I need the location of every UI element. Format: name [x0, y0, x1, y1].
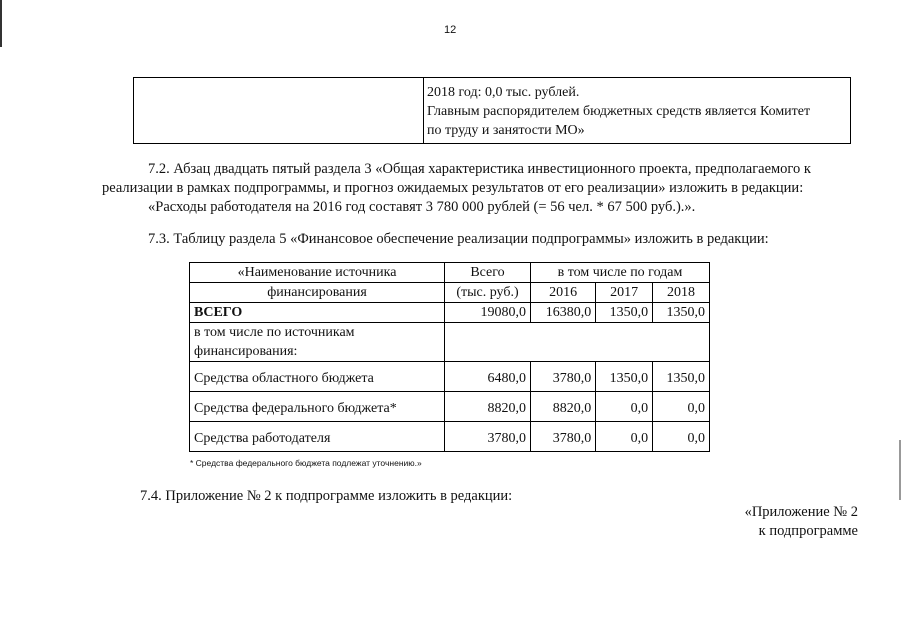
appendix-heading	[745, 503, 858, 541]
appendix-line-2: к подпрограмме	[758, 523, 858, 539]
header-years-label: в том числе по годам	[531, 263, 710, 283]
continuation-table-empty-cell	[134, 78, 424, 144]
paragraph-7-2-line-2: реализации в рамках подпрограммы, и прогноз ожидаемых результатов от его реализации» изложить в редакции:	[102, 180, 804, 196]
scan-edge-mark	[0, 0, 2, 47]
row-name: Средства областного бюджета	[190, 362, 445, 392]
row-value-2016: 3780,0	[531, 362, 596, 392]
paragraph-7-3: 7.3. Таблицу раздела 5 «Финансовое обеспечение реализации подпрограммы» изложить в редакции:	[148, 231, 769, 247]
table-row-total	[190, 303, 710, 323]
row-value-2018: 1350,0	[653, 303, 710, 323]
scan-edge-mark-right	[899, 440, 901, 500]
paragraph-7-4: 7.4. Приложение № 2 к подпрограмме изложить в редакции:	[140, 488, 513, 504]
row-name: Средства работодателя	[190, 422, 445, 452]
row-total: 3780,0	[445, 422, 531, 452]
row-name: ВСЕГО	[190, 303, 445, 323]
subheader-line: финансирования:	[194, 344, 298, 359]
row-total: 19080,0	[445, 303, 531, 323]
row-value-2018: 1350,0	[653, 362, 710, 392]
row-value-2016: 3780,0	[531, 422, 596, 452]
row-name: Средства федерального бюджета*	[190, 392, 445, 422]
row-value-2016: 8820,0	[531, 392, 596, 422]
subheader-line: в том числе по источникам	[194, 325, 355, 340]
continuation-table	[133, 77, 851, 144]
table-row	[190, 392, 710, 422]
row-value-2018: 0,0	[653, 422, 710, 452]
appendix-line-1: «Приложение № 2	[744, 504, 858, 520]
financing-table	[189, 262, 710, 452]
row-value-2017: 1350,0	[596, 303, 653, 323]
paragraph-7-2-line-1: 7.2. Абзац двадцать пятый раздела 3 «Общая характеристика инвестиционного проекта, предполагаемого к	[148, 161, 811, 177]
continuation-line: Главным распорядителем бюджетных средств является Комитет	[427, 104, 811, 119]
row-value-2017: 0,0	[596, 422, 653, 452]
header-year-2018: 2018	[653, 283, 710, 303]
table-footnote: * Средства федерального бюджета подлежат уточнению.»	[190, 458, 422, 468]
financing-table-header-row-2	[190, 283, 710, 303]
subheader-empty-cell	[445, 323, 710, 362]
row-total: 8820,0	[445, 392, 531, 422]
financing-table-header-row-1	[190, 263, 710, 283]
continuation-line: по труду и занятости МО»	[427, 123, 585, 138]
subheader-cell	[190, 323, 445, 362]
header-total-unit: (тыс. руб.)	[445, 283, 531, 303]
header-name-cell: «Наименование источника	[190, 263, 445, 283]
continuation-line: 2018 год: 0,0 тыс. рублей.	[427, 85, 580, 100]
header-total-cell: Всего	[445, 263, 531, 283]
page-number: 12	[444, 24, 457, 36]
header-name-cell-2: финансирования	[190, 283, 445, 303]
row-value-2018: 0,0	[653, 392, 710, 422]
table-row	[190, 362, 710, 392]
header-year-2016: 2016	[531, 283, 596, 303]
paragraph-7-2-line-3: «Расходы работодателя на 2016 год составят 3 780 000 рублей (= 56 чел. * 67 500 руб.).».	[148, 199, 696, 215]
continuation-table-text-cell	[424, 78, 851, 144]
row-value-2017: 1350,0	[596, 362, 653, 392]
header-year-2017: 2017	[596, 283, 653, 303]
row-value-2017: 0,0	[596, 392, 653, 422]
row-value-2016: 16380,0	[531, 303, 596, 323]
table-row	[190, 422, 710, 452]
table-row-subheader	[190, 323, 710, 362]
row-total: 6480,0	[445, 362, 531, 392]
